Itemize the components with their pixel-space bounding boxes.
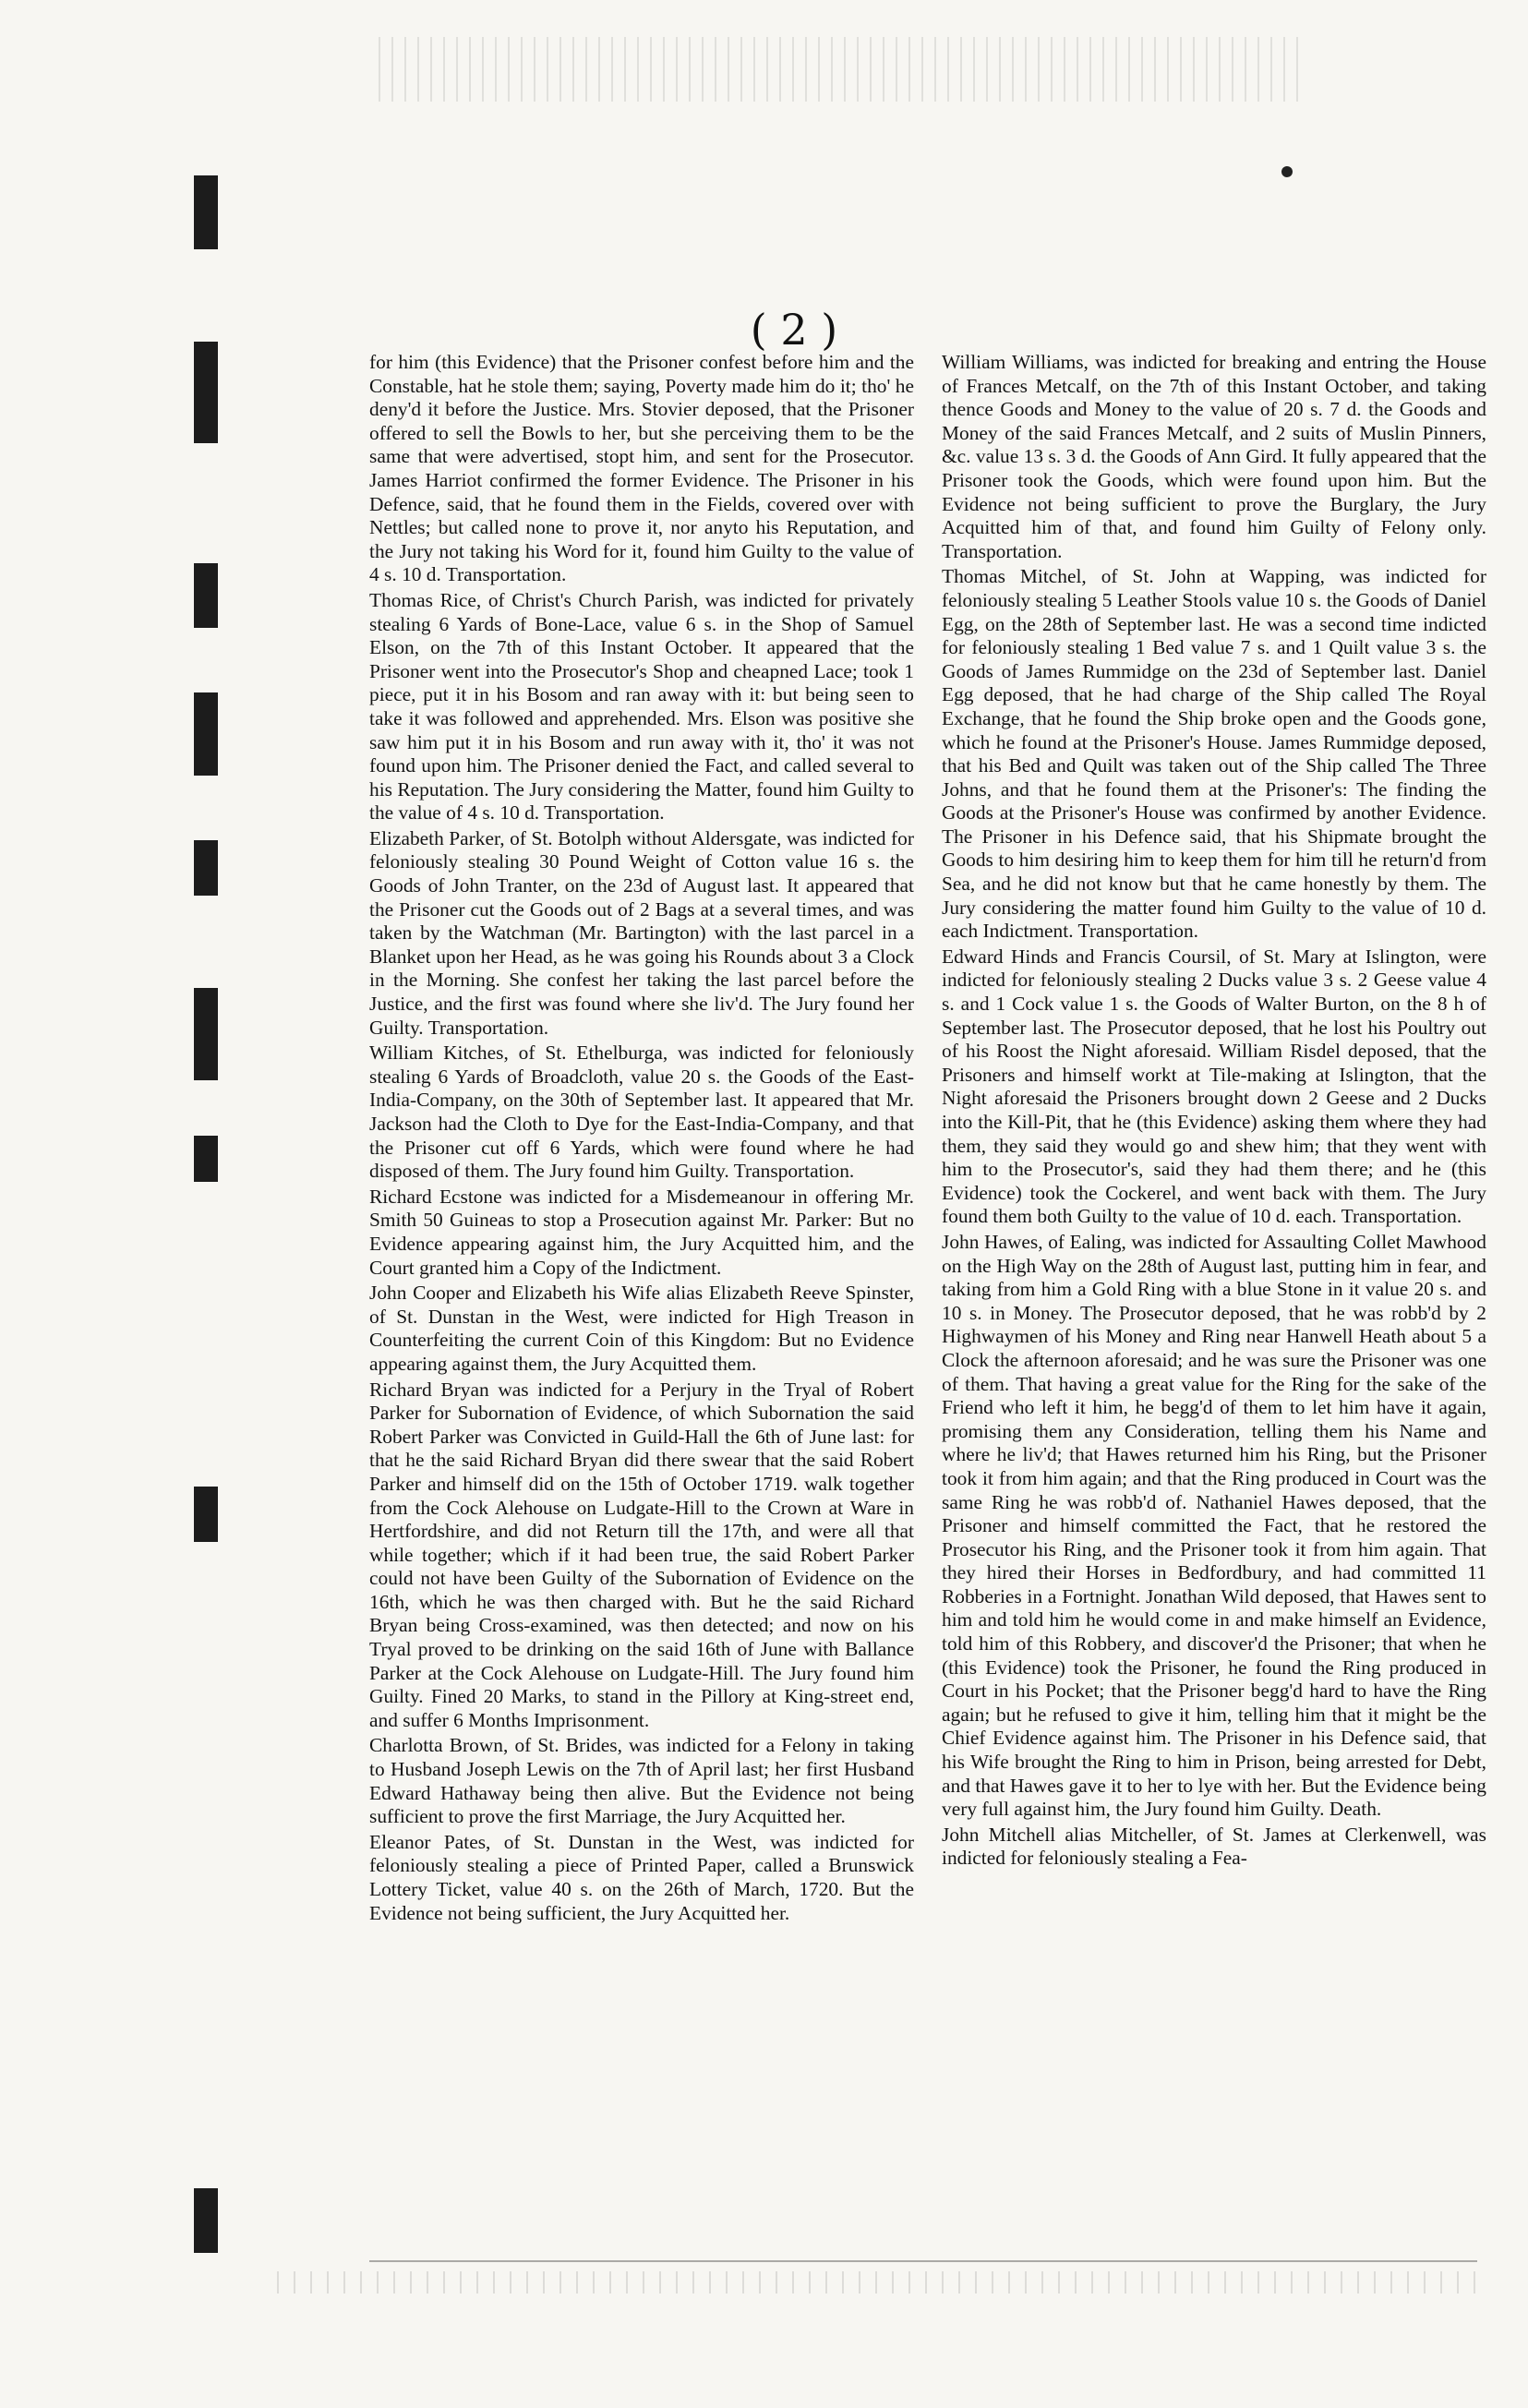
right-paragraph: Thomas Mitchel, of St. John at Wapping, was indicted for feloniously stealing 5 Leather Stools value 10 s. the Goods of Daniel Egg, on the 28th of September last. He was a second time indicted for feloniously stealing 1 Bed value 7 s. and 1 Quilt value 3 s. the Goods of James Rummidge on the 23d of September last. Daniel Egg deposed, that he had charge of the Ship called The Royal Exchange, that he found the Ship broke open and the Goods gone, which he found at the Prisoner's House. James Rummidge deposed, that his Bed and Quilt was taken out of the Ship called The Three Johns, and that he found them at the Prisoner's: The finding the Goods at the Prisoner's House was confirmed by another Evidence. The Prisoner in his Defence said, that his Shipmate brought the Goods to him desiring him to keep them for him till he return'd from Sea, and he did not know but that he came honestly by them. The Jury considering the matter found him Guilty to the value of 10 d. each Indictment. Transportation. [942,565,1486,943]
left-paragraph: Elizabeth Parker, of St. Botolph without Aldersgate, was indicted for feloniously stealing 30 Pound Weight of Cotton value 16 s. the Goods of John Tranter, on the 23d of August last. It appeared that the Prisoner cut the Goods out of 2 Bags at a several times, and was taken by the Watchman (Mr. Bartington) with the last parcel in a Blanket upon her Head, as he was going his Rounds about 3 a Clock in the Morning. She confest her taking the last parcel before the Justice, and the first was found where she liv'd. The Jury found her Guilty. Transportation. [369,826,914,1039]
right-paragraph: Edward Hinds and Francis Coursil, of St. Mary at Islington, were indicted for feloniously stealing 2 Ducks value 3 s. 2 Geese value 4 s. and 1 Cock value 1 s. the Goods of Walter Burton, on the 8 h of September last. The Prosecutor deposed, that he lost his Poultry out of his Roost the Night aforesaid. William Risdel deposed, that the Prisoners and himself workt at Tile-making at Islington, that the Night aforesaid the Prisoners brought down 2 Geese and 2 Ducks into the Kill-Pit, that he (this Evidence) asking them where they had them, they said they would go and shew him; that they went with him to the Prosecutor's, said they had them there; and he (this Evidence) took the Cockerel, and went back with them. The Jury found them both Guilty to the value of 10 d. each. Transportation. [942,945,1486,1228]
scan-noise-bottom [277,2271,1477,2294]
left-paragraph: Charlotta Brown, of St. Brides, was indicted for a Felony in taking to Husband Joseph Lewis on the 7th of April last; her first Husband Edward Hathaway being then alive. But the Evidence not being sufficient to prove the first Marriage, the Jury Acquitted her. [369,1734,914,1828]
left-paragraph: Eleanor Pates, of St. Dunstan in the West, was indicted for feloniously stealing a piece of Printed Paper, called a Brunswick Lottery Ticket, value 40 s. on the 26th of March, 1720. But the Evidence not being sufficient, the Jury Acquitted her. [369,1830,914,1924]
left-paragraph: John Cooper and Elizabeth his Wife alias Elizabeth Reeve Spinster, of St. Dunstan in the West, were indicted for High Treason in Counterfeiting the current Coin of this Kingdom: But no Evidence appearing against them, the Jury Acquitted them. [369,1282,914,1375]
scan-noise-top [379,37,1302,102]
right-paragraph: John Hawes, of Ealing, was indicted for Assaulting Collet Mawhood on the High Way on the 28th of August last, putting him in fear, and taking from him a Gold Ring with a blue Stone in it value 20 s. and 10 s. in Money. The Prosecutor deposed, that he was robb'd by 2 Highwaymen of his Money and Ring near Hanwell Heath about 5 a Clock the afternoon aforesaid; and he was sure the Prisoner was one of them. That having a great value for the Ring for the sake of the Friend who left it him, he begg'd of them to let him have it again, promising them any Consideration, telling them his Name and where he liv'd; that Hawes returned him his Ring, but the Prisoner took it from him again; and that the Ring produced in Court was the same Ring he was robb'd of. Nathaniel Hawes deposed, that the Prisoner and himself committed the Fact, that he restored the Prosecutor his Ring, and the Prisoner took it from him again. That they hired their Horses in Bedfordbury, and had committed 11 Robberies in a Fortnight. Jonathan Wild deposed, that Hawes sent to him and told him he would come in and make himself an Evidence, told him of this Robbery, and discover'd the Prisoner; that when he (this Evidence) took the Prisoner, he found the Ring produced in Court in his Pocket; that the Prisoner begg'd hard to have the Ring again; but he refused to give it him, telling him that it might be the Chief Evidence against him. The Prisoner in his Defence said, that his Wife brought the Ring to him in Prison, being arrested for Debt, and that Hawes gave it to her to lye with her. But the Evidence being very full against him, the Jury found him Guilty. Death. [942,1230,1486,1821]
page-number: ( 2 ) [750,305,838,355]
bottom-rule [369,2260,1477,2262]
left-paragraph: Richard Bryan was indicted for a Perjury in the Tryal of Robert Parker for Subornation of Evidence, of which Subornation the said Robert Parker was Convicted in Guild-Hall the 6th of June last: for that he the said Richard Bryan did there swear that the said Robert Parker and himself did on the 15th of October 1719. walk together from the Cock Alehouse on Ludgate-Hill to the Crown at Ware in Hertfordshire, and did not Return till the 17th, and were all that while together; which if it had been true, the said Robert Parker could not have been Guilty of the Subornation of Evidence on the 16th, which he was then charged with. But he the said Richard Bryan being Cross-examined, was then detected; and now on his Tryal proved to be drinking on the said 16th of June with Ballance Parker at the Cock Alehouse on Ludgate-Hill. The Jury found him Guilty. Fined 20 Marks, to stand in the Pillory at King-street end, and suffer 6 Months Imprisonment. [369,1378,914,1731]
right-column [942,351,1486,1871]
right-paragraph: John Mitchell alias Mitcheller, of St. James at Clerkenwell, was indicted for feloniously stealing a Fea- [942,1823,1486,1870]
left-paragraph: for him (this Evidence) that the Prisoner confest before him and the Constable, hat he stole them; saying, Poverty made him do it; tho' he deny'd it before the Justice. Mrs. Stovier deposed, that the Prisoner offered to sell the Bowls to her, but she perceiving them to be the same that were advertised, stopt him, and sent for the Prosecutor. James Harriot confirmed the former Evidence. The Prisoner in his Defence, said, that he found them in the Fields, covered over with Nettles; but called none to prove it, nor anyto his Reputation, and the Jury not taking his Word for it, found him Guilty to the value of 4 s. 10 d. Transportation. [369,351,914,586]
right-paragraph: William Williams, was indicted for breaking and entring the House of Frances Metcalf, on the 7th of this Instant October, and taking thence Goods and Money to the value of 20 s. 7 d. the Goods and Money of the said Frances Metcalf, and 2 suits of Muslin Pinners, &c. value 13 s. 3 d. the Goods of Ann Gird. It fully appeared that the Prisoner took the Goods, which were found upon him. But the Evidence not being sufficient to prove the Burglary, the Jury Acquitted him of that, and found him Guilty of Felony only. Transportation. [942,351,1486,562]
ink-spot [1281,166,1293,177]
left-paragraph: Richard Ecstone was indicted for a Misdemeanour in offering Mr. Smith 50 Guineas to stop a Prosecution against Mr. Parker: But no Evidence appearing against him, the Jury Acquitted him, and the Court granted him a Copy of the Indictment. [369,1185,914,1279]
left-column [369,351,914,1925]
left-paragraph: Thomas Rice, of Christ's Church Parish, was indicted for privately stealing 6 Yards of Bone-Lace, value 6 s. in the Shop of Samuel Elson, on the 7th of this Instant October. It appeared that the Prisoner went into the Prosecutor's Shop and cheapned Lace; took 1 piece, put it in his Bosom and ran away with it: but being seen to take it was followed and apprehended. Mrs. Elson was positive she saw him put it in his Bosom and run away with it, tho' it was not found upon him. The Prisoner denied the Fact, and called several to his Reputation. The Jury considering the Matter, found him Guilty to the value of 4 s. 10 d. Transportation. [369,588,914,825]
left-paragraph: William Kitches, of St. Ethelburga, was indicted for feloniously stealing 6 Yards of Broadcloth, value 20 s. the Goods of the East-India-Company, on the 30th of September last. It appeared that Mr. Jackson had the Cloth to Dye for the East-India-Company, and that the Prisoner cut off 6 Yards, which were found where he had disposed of them. The Jury found him Guilty. Transportation. [369,1041,914,1183]
binding-marks [194,175,231,2299]
